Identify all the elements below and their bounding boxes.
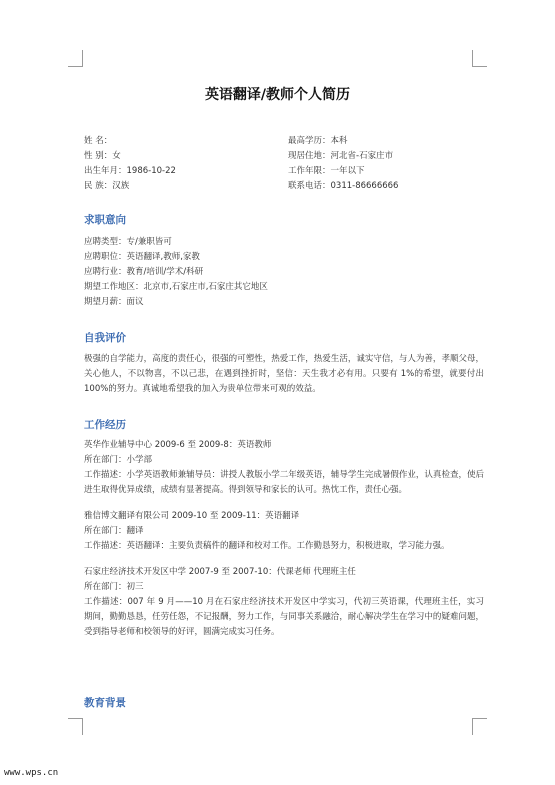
name-field: 姓 名：: [84, 136, 113, 146]
list-item: 应聘职位：英语翻译,教师,家教: [84, 252, 200, 262]
job-description: 工作描述：007 年 9 月——10 月在石家庄经济技术开发区中学实习，代初三英语课，代理班主任，实习期间，勤勤恳恳，任劳任怨，不记报酬，努力工作，与同事关系融洽，耐心解决学生在学习中的疑难问题，受到指导老师和校领导的好评，圆满完成实习任务。: [84, 597, 484, 637]
job-department: 所在部门：初三: [84, 582, 144, 592]
residence-field: 现居住地：河北省-石家庄市: [288, 151, 394, 161]
section-heading: 工作经历: [84, 419, 126, 431]
list-item: 应聘行业：教育/培训/学术/科研: [84, 267, 204, 277]
birth-date-field: 出生年月：1986-10-22: [84, 166, 176, 176]
info-row: [84, 134, 484, 149]
job-description: 工作描述：小学英语教师兼辅导员：讲授人教版小学二年级英语，辅导学生完成暑假作业，认真检查，使后进生取得优异成绩，成绩有显著提高。得到领导和家长的认可。热忱工作，责任心强。: [84, 470, 484, 495]
self-evaluation-section: [84, 331, 484, 397]
job-description: 工作描述：英语翻译：主要负责稿件的翻译和校对工作。工作勤恳努力，积极进取，学习能力强。: [84, 541, 450, 551]
job-entry: [84, 565, 484, 640]
job-intention-section: [84, 213, 484, 310]
list-item: 期望工作地区：北京市,石家庄市,石家庄其它地区: [84, 282, 268, 292]
work-years-field: 工作年限：一年以下: [288, 166, 365, 176]
crop-mark-bottom-right: [472, 718, 487, 735]
crop-mark-bottom-left: [68, 718, 83, 735]
job-entry: [84, 438, 484, 498]
job-entry: [84, 509, 484, 554]
info-row: [84, 179, 484, 194]
ethnicity-field: 民 族：汉族: [84, 181, 130, 191]
job-department: 所在部门：翻译: [84, 526, 144, 536]
resume-title: 英语翻译/教师个人简历: [204, 87, 351, 103]
education-section: [84, 696, 484, 710]
watermark-url: www.wps.cn: [4, 768, 59, 778]
job-title: 石家庄经济技术开发区中学 2007-9 至 2007-10：代课老师 代理班主任: [84, 567, 356, 577]
list-item: 应聘类型：专/兼职皆可: [84, 237, 172, 247]
job-title: 英华作业辅导中心 2009-6 至 2009-8：英语教师: [84, 440, 272, 450]
crop-mark-top-right: [472, 50, 487, 67]
phone-field: 联系电话：0311-86666666: [288, 181, 399, 191]
self-evaluation-text: 极强的自学能力，高度的责任心，很强的可塑性，热爱工作，热爱生活，诚实守信，与人为善，孝顺父母，关心他人，不以物喜，不以己悲，在遇到挫折时，坚信：天生我才必有用。只要有 1%的希望，就要付出 100%的努力。真诚地希望我的加入为贵单位带来可观的效益。: [84, 354, 484, 394]
crop-mark-top-left: [68, 50, 83, 67]
list-item: 期望月薪：面议: [84, 297, 144, 307]
section-heading: 教育背景: [84, 697, 126, 709]
gender-field: 性 别：女: [84, 151, 121, 161]
basic-info: [84, 134, 484, 194]
info-row: [84, 149, 484, 164]
section-heading: 求职意向: [84, 214, 126, 226]
section-heading: 自我评价: [84, 332, 126, 344]
job-department: 所在部门：小学部: [84, 455, 153, 465]
info-row: [84, 164, 484, 179]
education-level-field: 最高学历：本科: [288, 136, 348, 146]
work-experience-section: [84, 418, 484, 640]
job-title: 雅信博文翻译有限公司 2009-10 至 2009-11：英语翻译: [84, 511, 300, 521]
